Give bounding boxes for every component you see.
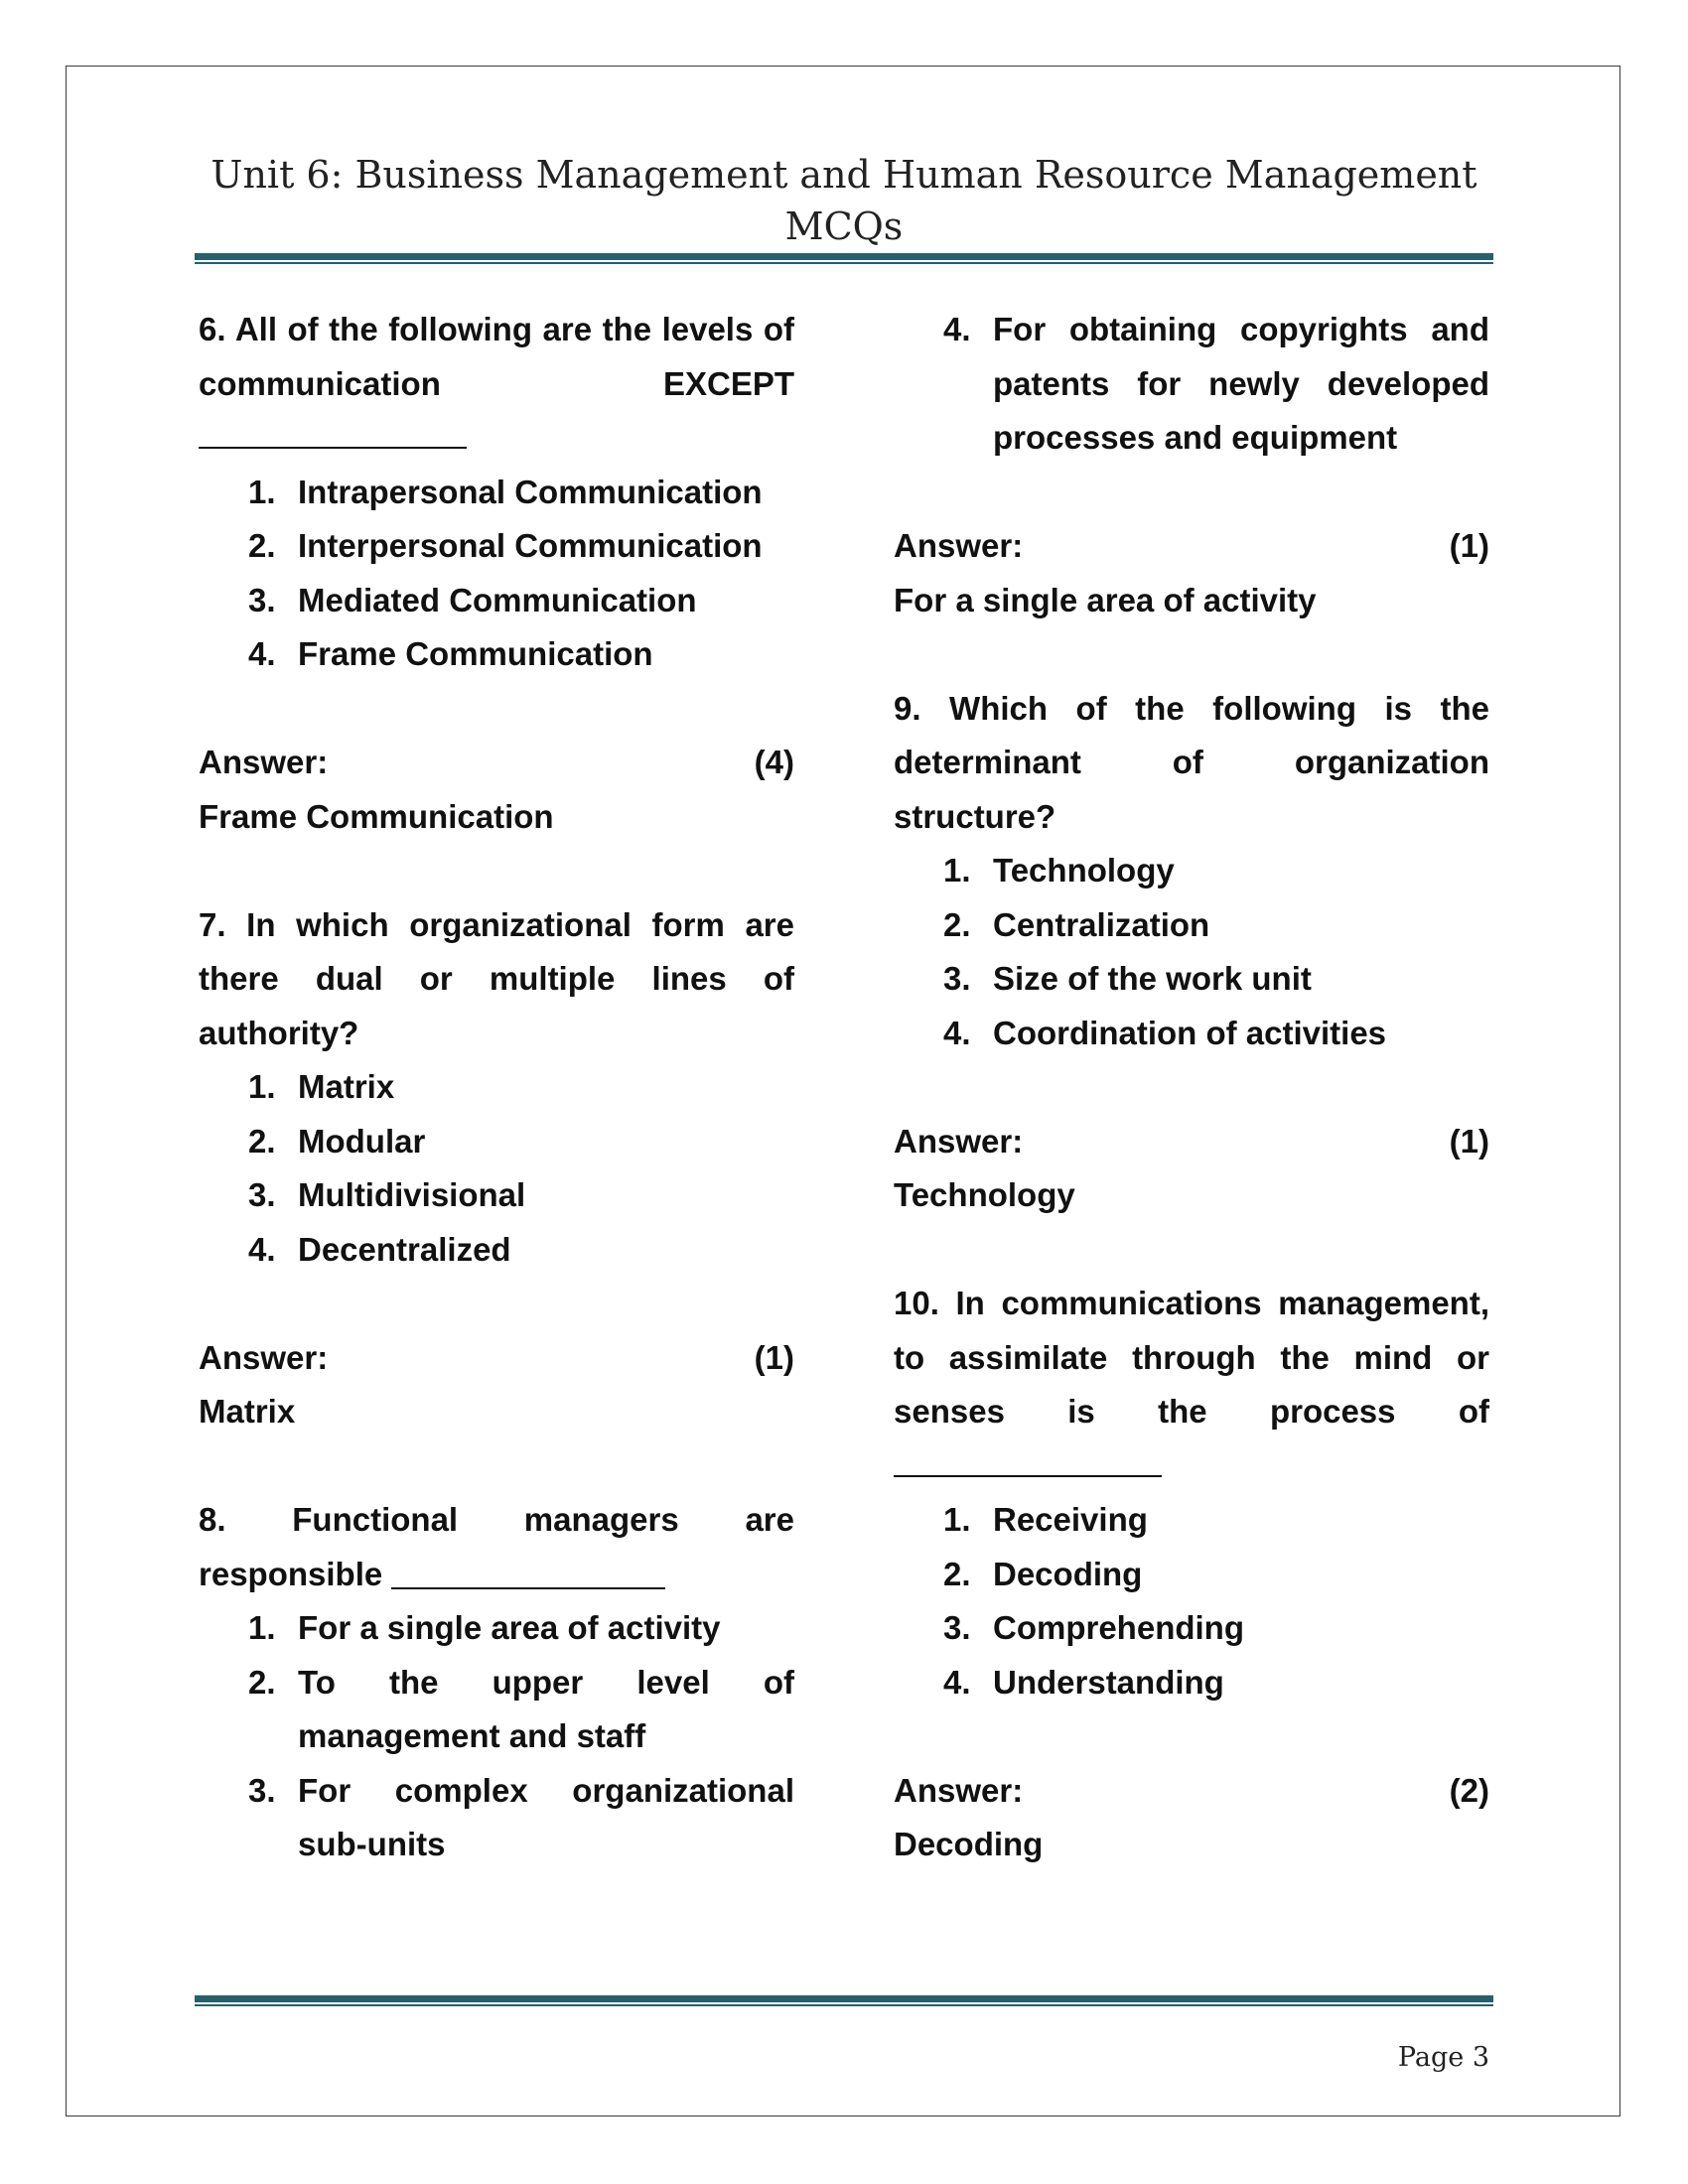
answer-text: Decoding bbox=[894, 1826, 1044, 1862]
footer-rule bbox=[195, 1995, 1493, 2007]
option: 2. Modular bbox=[248, 1122, 426, 1160]
option: 3. Multidivisional bbox=[248, 1176, 526, 1213]
option: 4. For obtaining copyrights and patents for newly developed processes and equipment bbox=[943, 311, 1489, 456]
question-6-options bbox=[199, 466, 794, 682]
answer-row bbox=[894, 1764, 1489, 1819]
answer-label: Answer: bbox=[894, 1122, 1024, 1160]
left-column bbox=[199, 303, 794, 1872]
option: 4. Frame Communication bbox=[248, 635, 653, 672]
option: 4. Coordination of activities bbox=[943, 1014, 1387, 1051]
title-line-1: Unit 6: Business Management and Human Resource Management bbox=[211, 153, 1477, 197]
option: 1. Matrix bbox=[248, 1068, 395, 1105]
option: 3. Mediated Communication bbox=[248, 581, 697, 618]
option: 3. Size of the work unit bbox=[943, 960, 1312, 997]
option: 1. Intrapersonal Communication bbox=[248, 473, 763, 510]
answer-number: (4) bbox=[754, 744, 794, 780]
question-9 bbox=[894, 682, 1489, 1223]
answer-row bbox=[894, 1115, 1489, 1169]
page-number: Page 3 bbox=[1397, 2042, 1489, 2073]
option: 1. Receiving bbox=[943, 1501, 1148, 1538]
answer-text: Technology bbox=[894, 1176, 1075, 1213]
question-7-options bbox=[199, 1060, 794, 1277]
right-column bbox=[894, 303, 1489, 1872]
answer-text: For a single area of activity bbox=[894, 581, 1317, 618]
answer-number: (2) bbox=[1449, 1771, 1489, 1809]
option: 2. To the upper level of management and staff bbox=[248, 1663, 794, 1754]
answer-text: Matrix bbox=[199, 1393, 296, 1430]
header-rule bbox=[195, 253, 1493, 265]
question-9-options bbox=[894, 844, 1489, 1060]
question-6-text: 6. All of the following are the levels of communication EXCEPT bbox=[199, 311, 794, 402]
option: 2. Centralization bbox=[943, 905, 1210, 943]
option: 1. For a single area of activity bbox=[248, 1609, 721, 1646]
title-line-2: MCQs bbox=[784, 205, 904, 248]
answer-label: Answer: bbox=[894, 1771, 1024, 1809]
question-10 bbox=[894, 1277, 1489, 1872]
question-8-text: 8. Functional managers are responsible bbox=[199, 1501, 794, 1592]
answer-number: (1) bbox=[1449, 527, 1489, 564]
option: 3. Comprehending bbox=[943, 1609, 1244, 1646]
question-8-continued bbox=[894, 303, 1489, 627]
answer-blank bbox=[894, 1439, 1489, 1494]
option: 2. Decoding bbox=[943, 1555, 1143, 1592]
question-7-text: 7. In which organizational form are there dual or multiple lines of authority? bbox=[199, 905, 795, 1051]
answer-row bbox=[199, 1331, 794, 1386]
question-10-text: 10. In communications management, to assimilate through the mind or senses is the process of bbox=[894, 1285, 1489, 1430]
answer-number: (1) bbox=[1449, 1122, 1489, 1160]
answer-label: Answer: bbox=[199, 1338, 329, 1376]
question-8-options-continued bbox=[894, 303, 1489, 466]
answer-row bbox=[199, 736, 794, 790]
option: 4. Decentralized bbox=[248, 1230, 511, 1268]
answer-label: Answer: bbox=[894, 527, 1024, 564]
page-title bbox=[195, 149, 1493, 252]
answer-row bbox=[894, 519, 1489, 574]
option: 4. Understanding bbox=[943, 1663, 1224, 1701]
question-8 bbox=[199, 1493, 794, 1872]
question-7 bbox=[199, 898, 794, 1439]
option: 1. Technology bbox=[943, 852, 1175, 888]
option: 3. For complex organizational sub-units bbox=[248, 1771, 794, 1862]
answer-blank bbox=[199, 411, 794, 466]
answer-number: (1) bbox=[754, 1338, 794, 1376]
answer-label: Answer: bbox=[199, 744, 329, 780]
option: 2. Interpersonal Communication bbox=[248, 527, 763, 564]
question-6 bbox=[199, 303, 794, 844]
answer-text: Frame Communication bbox=[199, 797, 554, 835]
answer-blank bbox=[391, 1587, 665, 1589]
question-9-text: 9. Which of the following is the determinant of organization structure? bbox=[894, 689, 1490, 835]
question-8-options bbox=[199, 1601, 794, 1872]
question-10-options bbox=[894, 1493, 1489, 1709]
